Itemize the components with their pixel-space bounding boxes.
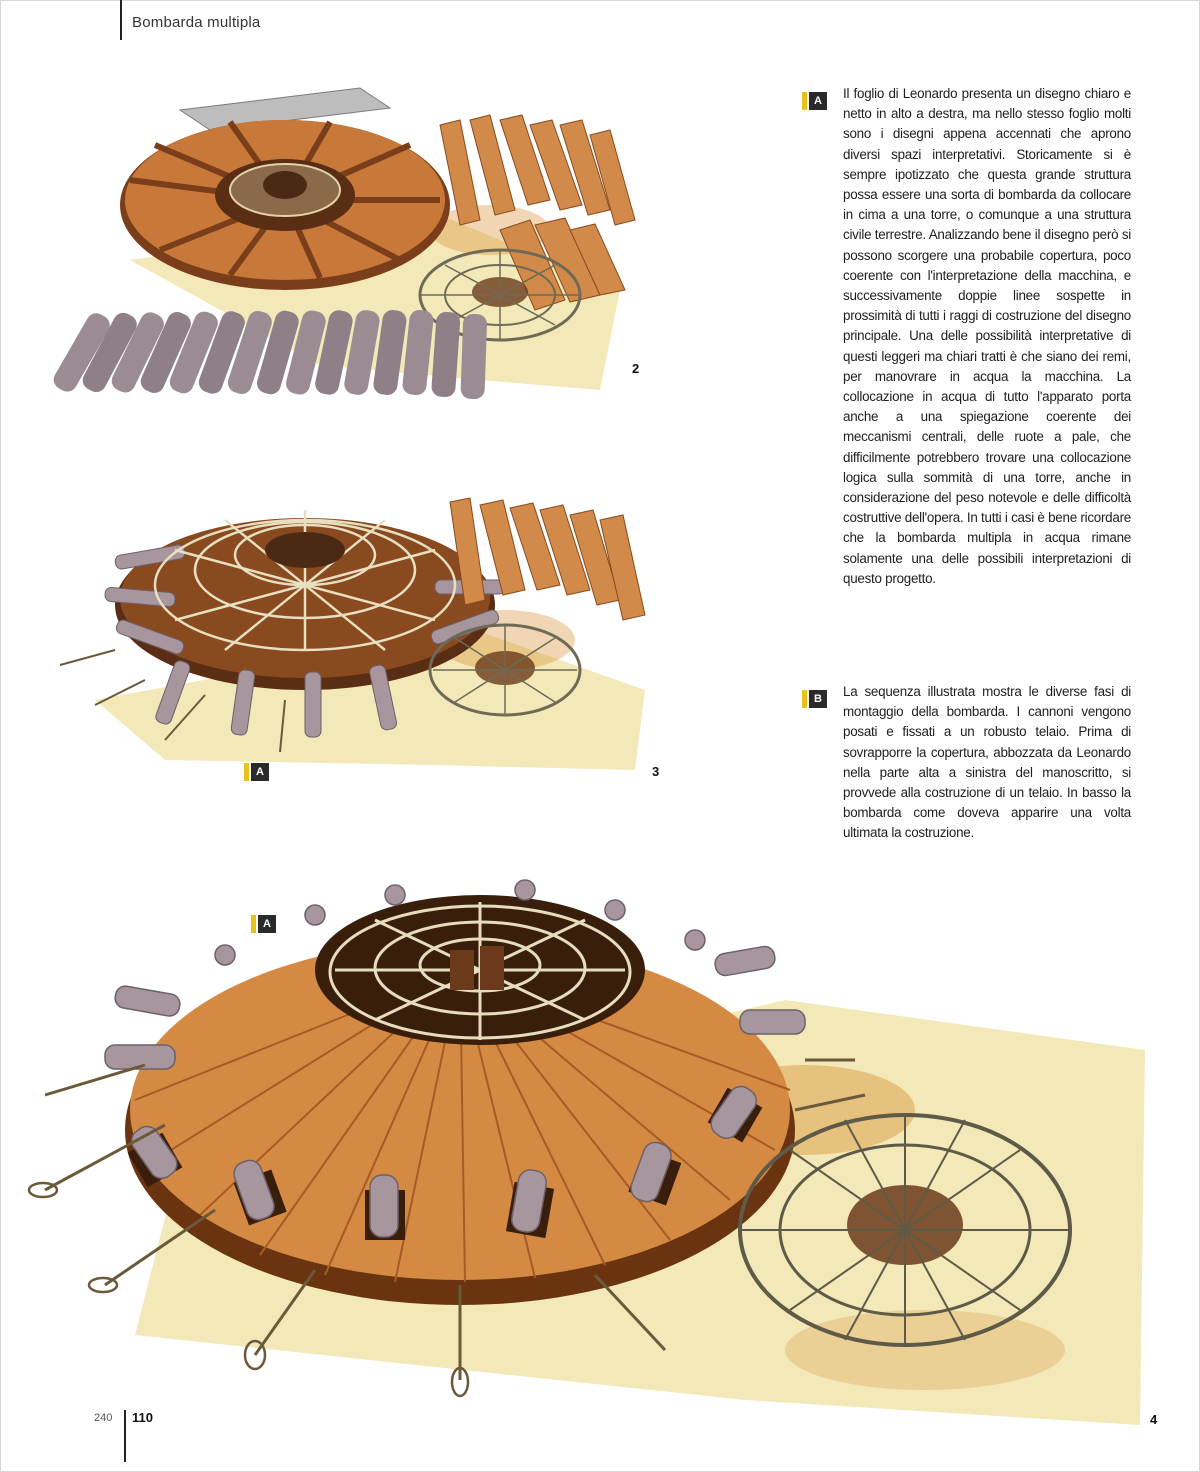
- marker-b-text: B: [809, 690, 827, 708]
- footer-rule: [124, 1410, 126, 1462]
- figure-3-assembly-illustration: [55, 490, 655, 780]
- marker-a-text: A: [809, 92, 827, 110]
- figure-4-completed-bombard-illustration: [25, 880, 1170, 1435]
- figure-number: 3: [652, 764, 660, 779]
- rust-stain: [785, 1310, 1065, 1390]
- figure-2-parts-illustration: [60, 80, 660, 410]
- page-number: 110: [132, 1410, 153, 1425]
- figure-number: 2: [632, 361, 640, 376]
- stacked-planks: [450, 498, 645, 620]
- body-paragraph-b: La sequenza illustrata mostra le diverse fasi di montaggio della bombarda. I cannoni vengono posati e fissati a un robusto telaio. Prima di sovrapporre la copertura, abbozzata da Leonardo nella parte alta a sinistra del manoscritto, si provvede alla costruzione di un telaio. In basso la bombarda come doveva apparire una volta ultimata la costruzione.: [843, 684, 1131, 841]
- header-rule: [120, 0, 122, 40]
- body-paragraph-a: Il foglio di Leonardo presenta un disegno chiaro e netto in alto a destra, ma nello stesso foglio molti sono i disegni appena accennati che aprono diversi spazi interpretativi. Storicamente si è sempre ipotizzato che questa grande struttura possa essere una sorta di bombarda da collocare in cima a una torre, o comunque a una struttura civile terrestre. Analizzando bene il disegno però si possono scorgere una probabile copertura, poco coerente con l'interpretazione della macchina, e successivamente doppie linee sospette in prossimità di tutti i raggi di costruzione del disegno principale. Una delle possibilità interpretative di questi leggeri ma chiari tratti è che siano dei remi, per manovrare in acqua la macchina. La collocazione in acqua di tutto l'apparato porta anche a una spiegazione coerente dei meccanismi centrali, delle ruote a pale, che difficilmente potrebbero trovare una collocazione logica sulla sommità di una torre, anche in considerazione del peso notevole e delle difficoltà costruttive dell'opera. In tutti i casi è bene ricordare che la bombarda multipla in acqua rimane solamente una delle possibili interpretazioni di questo progetto.: [843, 86, 1131, 586]
- marker-a-figure-3: A: [251, 763, 269, 781]
- marker-a-figure-4: A: [258, 915, 276, 933]
- figure-number: 4: [1150, 1412, 1158, 1427]
- running-header: Bombarda multipla: [132, 14, 261, 31]
- footer-left-number: 240: [94, 1412, 113, 1424]
- cannon-row: [50, 308, 487, 399]
